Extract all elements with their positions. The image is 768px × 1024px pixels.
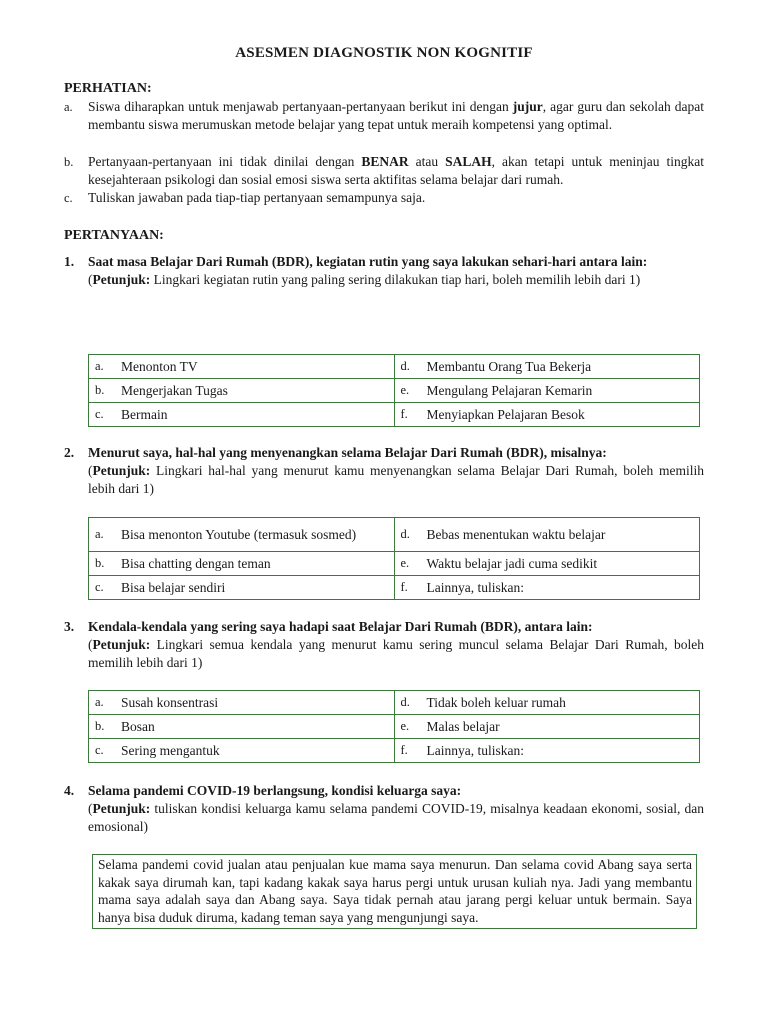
option-b[interactable]: b. Mengerjakan Tugas: [89, 379, 395, 403]
option-c[interactable]: c. Bisa belajar sendiri: [89, 576, 395, 600]
question-number: 2.: [64, 445, 75, 460]
question-number: 1.: [64, 254, 75, 269]
perhatian-heading: PERHATIAN:: [64, 81, 152, 96]
option-c[interactable]: c. Bermain: [89, 403, 395, 427]
option-a[interactable]: a. Menonton TV: [89, 355, 395, 379]
answer-box[interactable]: Selama pandemi covid jualan atau penjualan kue mama saya menurun. Dan selama covid Abang saya serta kakak saya dirumah kan, tapi kadang kakak saya harus pergi untuk urusan kuliah nya. Jadi yang membantu mama saya adalah saya dan Abang saya. Saya tidak pernah atau jarang pergi keluar untuk bermain. Saya hanya bisa duduk diruma, kadang teman saya yang mengunjungi saya.: [92, 854, 697, 929]
option-d[interactable]: d. Bebas menentukan waktu belajar: [394, 518, 700, 552]
question-4: [64, 782, 704, 836]
options-table-2: [88, 517, 700, 600]
option-b[interactable]: b. Bisa chatting dengan teman: [89, 552, 395, 576]
question-hint: (Petunjuk: Lingkari semua kendala yang menurut kamu sering muncul selama Belajar Dari Rumah, boleh memilih lebih dari 1): [88, 637, 704, 670]
item-marker: c.: [64, 191, 73, 205]
question-hint: (Petunjuk: Lingkari hal-hal yang menurut kamu menyenangkan selama Belajar Dari Rumah, boleh memilih lebih dari 1): [88, 463, 704, 496]
emphasis-text: BENAR: [361, 154, 409, 169]
perhatian-item-b: [64, 153, 704, 189]
option-d[interactable]: d. Tidak boleh keluar rumah: [394, 691, 700, 715]
options-table-1: [88, 354, 700, 427]
option-f[interactable]: f. Lainnya, tuliskan:: [394, 739, 700, 763]
item-marker: b.: [64, 155, 74, 169]
option-b[interactable]: b. Bosan: [89, 715, 395, 739]
option-a[interactable]: a. Bisa menonton Youtube (termasuk sosmed): [89, 518, 395, 552]
option-e[interactable]: e. Malas belajar: [394, 715, 700, 739]
question-number: 4.: [64, 783, 75, 798]
question-text: Selama pandemi COVID-19 berlangsung, kondisi keluarga saya:: [88, 783, 462, 798]
emphasis-text: SALAH: [445, 154, 492, 169]
question-hint: (Petunjuk: tuliskan kondisi keluarga kamu selama pandemi COVID-19, misalnya keadaan ekonomi, sosial, dan emosional): [88, 801, 704, 834]
option-c[interactable]: c. Sering mengantuk: [89, 739, 395, 763]
item-marker: a.: [64, 100, 73, 114]
question-3: [64, 618, 704, 672]
question-text: Menurut saya, hal-hal yang menyenangkan selama Belajar Dari Rumah (BDR), misalnya:: [88, 445, 607, 460]
options-table-3: [88, 690, 700, 763]
option-e[interactable]: e. Mengulang Pelajaran Kemarin: [394, 379, 700, 403]
question-hint: (Petunjuk: Lingkari kegiatan rutin yang paling sering dilakukan tiap hari, boleh memilih lebih dari 1): [88, 272, 641, 287]
item-text: , agar guru dan sekolah dapat membantu siswa merumuskan metode belajar yang tepat untuk meraih kompetensi yang optimal.: [88, 99, 704, 132]
option-a[interactable]: a. Susah konsentrasi: [89, 691, 395, 715]
item-text: , akan tetapi untuk meninjau tingkat kesejahteraan psikologi dan sosial emosi siswa serta aktifitas selama belajar dari rumah.: [88, 154, 704, 187]
item-text: Siswa diharapkan untuk menjawab pertanyaan-pertanyaan berikut ini dengan: [88, 99, 513, 114]
item-text: atau: [408, 154, 446, 169]
pertanyaan-heading: PERTANYAAN:: [64, 228, 164, 243]
option-f[interactable]: f. Lainnya, tuliskan:: [394, 576, 700, 600]
question-2: [64, 444, 704, 498]
item-text: Pertanyaan-pertanyaan ini tidak dinilai dengan: [88, 154, 362, 169]
question-number: 3.: [64, 619, 75, 634]
perhatian-item-a: [64, 98, 704, 134]
perhatian-item-c: [64, 189, 704, 207]
question-1: [64, 253, 704, 289]
question-text: Kendala-kendala yang sering saya hadapi saat Belajar Dari Rumah (BDR), antara lain:: [88, 619, 593, 634]
item-text: Tuliskan jawaban pada tiap-tiap pertanyaan semampunya saja.: [88, 190, 426, 205]
document-title: ASESMEN DIAGNOSTIK NON KOGNITIF: [235, 45, 533, 61]
emphasis-text: jujur: [512, 99, 543, 114]
option-f[interactable]: f. Menyiapkan Pelajaran Besok: [394, 403, 700, 427]
question-text: Saat masa Belajar Dari Rumah (BDR), kegiatan rutin yang saya lakukan sehari-hari antara lain:: [88, 254, 648, 269]
option-d[interactable]: d. Membantu Orang Tua Bekerja: [394, 355, 700, 379]
option-e[interactable]: e. Waktu belajar jadi cuma sedikit: [394, 552, 700, 576]
